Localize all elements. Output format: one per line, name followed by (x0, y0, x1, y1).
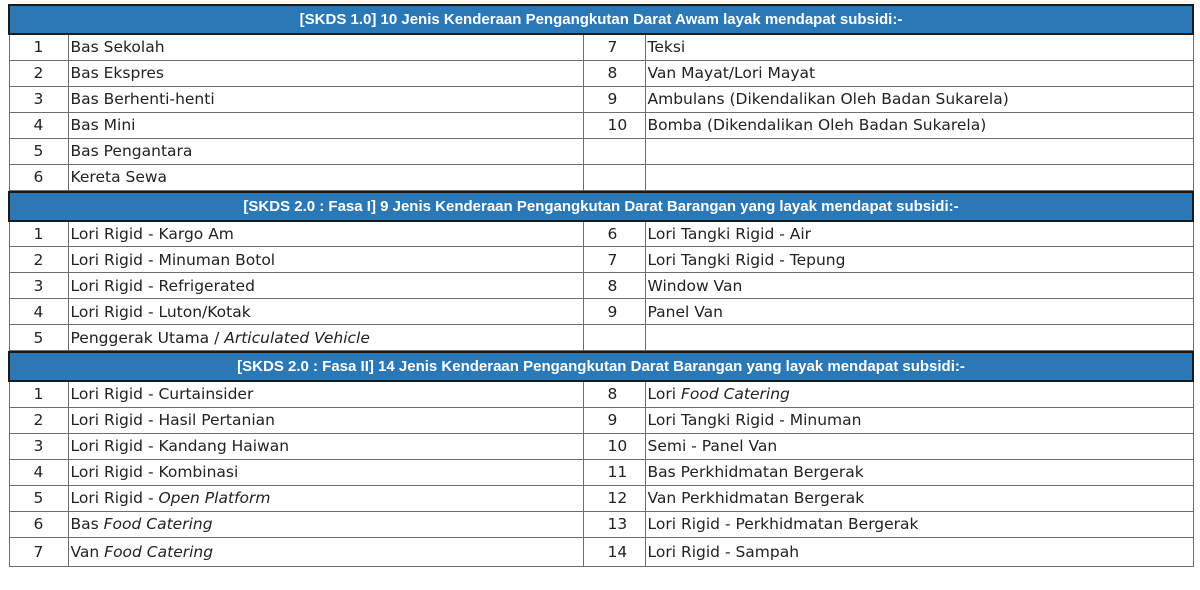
table-row (9, 273, 1193, 299)
row-number-right: 9 (583, 86, 645, 112)
vehicle-type-right: Lori Tangki Rigid - Tepung (645, 247, 1193, 273)
row-number-left: 2 (9, 60, 68, 86)
section-header (9, 5, 1193, 34)
section-header (9, 352, 1193, 381)
vehicle-type-right: Teksi (645, 34, 1193, 60)
vehicle-type-left: Kereta Sewa (68, 164, 583, 190)
table-row (9, 112, 1193, 138)
table-row (9, 299, 1193, 325)
vehicle-type-text: Lori Rigid - (70, 489, 159, 507)
table-row (9, 34, 1193, 60)
skds-1-table (8, 4, 1194, 191)
row-number-left: 4 (9, 112, 68, 138)
vehicle-type-italic: Food Catering (104, 542, 214, 561)
table-row (9, 138, 1193, 164)
vehicle-type-right: Ambulans (Dikendalikan Oleh Badan Sukarela) (645, 86, 1193, 112)
row-number-right: 14 (583, 537, 645, 566)
vehicle-type-left: Lori Rigid - Kargo Am (68, 221, 583, 247)
row-number-left: 5 (9, 138, 68, 164)
table-row (9, 433, 1193, 459)
row-number-left: 6 (9, 511, 68, 537)
vehicle-type-right (645, 138, 1193, 164)
row-number-right: 7 (583, 34, 645, 60)
table-row (9, 86, 1193, 112)
row-number-left: 5 (9, 325, 68, 351)
table-row (9, 511, 1193, 537)
vehicle-type-left: Lori Rigid - Kombinasi (68, 459, 583, 485)
row-number-right: 8 (583, 273, 645, 299)
vehicle-type-right: Window Van (645, 273, 1193, 299)
row-number-right: 8 (583, 60, 645, 86)
row-number-left: 6 (9, 164, 68, 190)
table-row (9, 60, 1193, 86)
row-number-right: 10 (583, 433, 645, 459)
row-number-left: 5 (9, 485, 68, 511)
row-number-left: 3 (9, 273, 68, 299)
vehicle-type-left (68, 485, 583, 511)
table-row (9, 485, 1193, 511)
skds-2-fasa-1-table (8, 191, 1194, 352)
vehicle-type-right: Bomba (Dikendalikan Oleh Badan Sukarela) (645, 112, 1193, 138)
vehicle-type-text: Lori (647, 385, 681, 404)
subsidy-vehicle-tables (8, 4, 1192, 567)
vehicle-type-left: Bas Mini (68, 112, 583, 138)
row-number-left: 1 (9, 221, 68, 247)
row-number-right: 13 (583, 511, 645, 537)
vehicle-type-right: Lori Tangki Rigid - Air (645, 221, 1193, 247)
vehicle-type-left: Lori Rigid - Hasil Pertanian (68, 407, 583, 433)
row-number-left: 1 (9, 34, 68, 60)
row-number-right: 12 (583, 485, 645, 511)
vehicle-type-right: Van Perkhidmatan Bergerak (645, 485, 1193, 511)
table-row (9, 247, 1193, 273)
vehicle-type-right: Bas Perkhidmatan Bergerak (645, 459, 1193, 485)
vehicle-type-right: Semi - Panel Van (645, 433, 1193, 459)
table-row (9, 407, 1193, 433)
table-row (9, 325, 1193, 351)
row-number-right (583, 138, 645, 164)
table-row (9, 221, 1193, 247)
row-number-right: 10 (583, 112, 645, 138)
section-header (9, 192, 1193, 221)
vehicle-type-italic: Articulated Vehicle (224, 328, 370, 347)
row-number-right: 9 (583, 299, 645, 325)
vehicle-type-right (645, 381, 1193, 407)
vehicle-type-italic: Open Platform (158, 489, 271, 507)
row-number-left: 1 (9, 381, 68, 407)
row-number-right (583, 164, 645, 190)
vehicle-type-text: Bas (70, 515, 104, 533)
row-number-right: 8 (583, 381, 645, 407)
vehicle-type-right (645, 164, 1193, 190)
row-number-left: 3 (9, 433, 68, 459)
vehicle-type-right: Panel Van (645, 299, 1193, 325)
row-number-right (583, 325, 645, 351)
vehicle-type-italic: Food Catering (103, 515, 213, 533)
vehicle-type-left (68, 325, 583, 351)
table-row (9, 164, 1193, 190)
table-row (9, 459, 1193, 485)
vehicle-type-text: Penggerak Utama / (70, 328, 225, 347)
row-number-right: 11 (583, 459, 645, 485)
vehicle-type-right: Van Mayat/Lori Mayat (645, 60, 1193, 86)
row-number-right: 9 (583, 407, 645, 433)
section-title: [SKDS 1.0] 10 Jenis Kenderaan Pengangkutan Darat Awam layak mendapat subsidi:- (9, 5, 1193, 34)
vehicle-type-left: Bas Berhenti-henti (68, 86, 583, 112)
vehicle-type-left: Bas Ekspres (68, 60, 583, 86)
row-number-left: 2 (9, 407, 68, 433)
vehicle-type-left: Lori Rigid - Curtainsider (68, 381, 583, 407)
vehicle-type-left: Lori Rigid - Luton/Kotak (68, 299, 583, 325)
vehicle-type-text: Van (70, 542, 105, 561)
section-title: [SKDS 2.0 : Fasa I] 9 Jenis Kenderaan Pengangkutan Darat Barangan yang layak mendapat subsidi:- (9, 192, 1193, 221)
row-number-left: 3 (9, 86, 68, 112)
table-row (9, 537, 1193, 566)
vehicle-type-left: Lori Rigid - Minuman Botol (68, 247, 583, 273)
vehicle-type-left (68, 537, 583, 566)
row-number-right: 7 (583, 247, 645, 273)
row-number-right: 6 (583, 221, 645, 247)
row-number-left: 4 (9, 299, 68, 325)
table-row (9, 381, 1193, 407)
section-title: [SKDS 2.0 : Fasa II] 14 Jenis Kenderaan Pengangkutan Darat Barangan yang layak mendapat subsidi:- (9, 352, 1193, 381)
vehicle-type-right: Lori Tangki Rigid - Minuman (645, 407, 1193, 433)
vehicle-type-right: Lori Rigid - Sampah (645, 537, 1193, 566)
vehicle-type-left: Lori Rigid - Refrigerated (68, 273, 583, 299)
row-number-left: 7 (9, 537, 68, 566)
vehicle-type-left: Lori Rigid - Kandang Haiwan (68, 433, 583, 459)
row-number-left: 2 (9, 247, 68, 273)
vehicle-type-left: Bas Sekolah (68, 34, 583, 60)
vehicle-type-right (645, 325, 1193, 351)
vehicle-type-left: Bas Pengantara (68, 138, 583, 164)
skds-2-fasa-2-table (8, 351, 1194, 567)
vehicle-type-right: Lori Rigid - Perkhidmatan Bergerak (645, 511, 1193, 537)
vehicle-type-italic: Food Catering (680, 385, 790, 404)
row-number-left: 4 (9, 459, 68, 485)
vehicle-type-left (68, 511, 583, 537)
